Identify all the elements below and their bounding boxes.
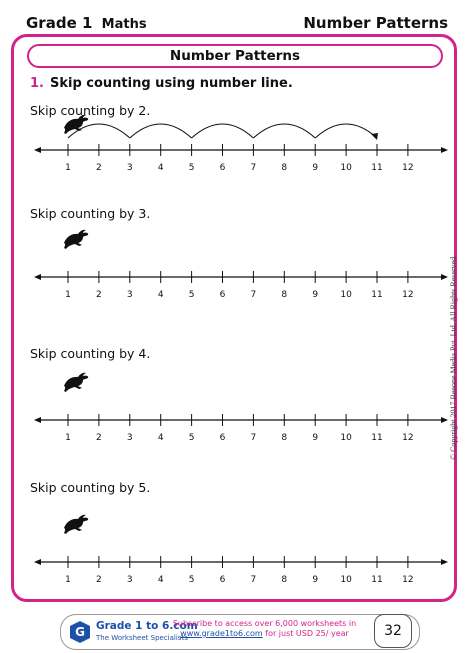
section-label-by-5: Skip counting by 5. bbox=[30, 480, 151, 495]
arrow-right-icon bbox=[441, 274, 448, 280]
question-number: 1. bbox=[30, 76, 44, 91]
tick-label: 10 bbox=[340, 290, 352, 300]
tick-label: 4 bbox=[157, 163, 164, 173]
section-label-by-3: Skip counting by 3. bbox=[30, 206, 151, 221]
rabbit-icon bbox=[64, 230, 88, 249]
tick-label: 10 bbox=[340, 575, 352, 585]
tick-label: 3 bbox=[126, 575, 133, 585]
tick-label: 6 bbox=[219, 575, 226, 585]
tick-label: 11 bbox=[371, 575, 383, 585]
tick-label: 5 bbox=[188, 575, 195, 585]
tick-label: 7 bbox=[250, 290, 257, 300]
tick-label: 5 bbox=[188, 290, 195, 300]
section-label-by-4: Skip counting by 4. bbox=[30, 346, 151, 361]
rabbit-icon bbox=[64, 373, 88, 392]
tick-label: 7 bbox=[250, 575, 257, 585]
footer-promo bbox=[162, 619, 367, 639]
tick-label: 8 bbox=[281, 290, 288, 300]
tick-label: 1 bbox=[65, 433, 71, 443]
hop-arrowhead-icon bbox=[371, 133, 378, 140]
tick-label: 1 bbox=[65, 163, 71, 173]
tick-label: 8 bbox=[281, 163, 288, 173]
tick-label: 9 bbox=[312, 433, 319, 443]
tick-label: 7 bbox=[250, 433, 257, 443]
promo-line-1: Subscribe to access over 6,000 worksheets in bbox=[172, 619, 357, 628]
tick-label: 4 bbox=[157, 575, 164, 585]
tick-label: 6 bbox=[219, 290, 226, 300]
number-line-by-2 bbox=[30, 112, 450, 192]
arrow-left-icon bbox=[34, 417, 41, 423]
tick-label: 5 bbox=[188, 433, 195, 443]
tick-label: 2 bbox=[96, 433, 102, 443]
tick-label: 5 bbox=[188, 163, 195, 173]
tick-label: 11 bbox=[371, 163, 383, 173]
tick-label: 8 bbox=[281, 433, 288, 443]
arrow-left-icon bbox=[34, 559, 41, 565]
number-line-by-3 bbox=[30, 227, 450, 307]
copyright-notice: © Copyright 2017 Beeone Media Pvt. Ltd. All Rights Reserved bbox=[449, 256, 458, 460]
hop-arc bbox=[130, 124, 192, 138]
promo-link[interactable]: www.grade1to6.com bbox=[180, 629, 263, 638]
tick-label: 4 bbox=[157, 290, 164, 300]
worksheet-title: Number Patterns bbox=[27, 44, 443, 68]
header-topic: Number Patterns bbox=[303, 14, 448, 32]
tick-label: 12 bbox=[402, 163, 414, 173]
page-number: 32 bbox=[374, 614, 412, 648]
arrow-right-icon bbox=[441, 147, 448, 153]
tick-label: 1 bbox=[65, 575, 71, 585]
question-text: Skip counting using number line. bbox=[49, 76, 293, 91]
rabbit-icon bbox=[64, 515, 88, 534]
tick-label: 7 bbox=[250, 163, 257, 173]
tick-label: 8 bbox=[281, 575, 288, 585]
hop-arc bbox=[253, 124, 315, 138]
subject-label: Maths bbox=[101, 17, 147, 32]
tick-label: 6 bbox=[219, 163, 226, 173]
tick-label: 3 bbox=[126, 433, 133, 443]
tick-label: 9 bbox=[312, 163, 319, 173]
tick-label: 2 bbox=[96, 163, 102, 173]
hop-arc bbox=[315, 124, 377, 138]
tick-label: 9 bbox=[312, 575, 319, 585]
tick-label: 12 bbox=[402, 290, 414, 300]
tick-label: 10 bbox=[340, 433, 352, 443]
tick-label: 12 bbox=[402, 575, 414, 585]
tick-label: 1 bbox=[65, 290, 71, 300]
number-line-by-5 bbox=[30, 512, 450, 592]
arrow-left-icon bbox=[34, 147, 41, 153]
tick-label: 4 bbox=[157, 433, 164, 443]
hop-arc bbox=[192, 124, 254, 138]
grade-label: Grade 1 bbox=[26, 14, 93, 32]
tick-label: 2 bbox=[96, 575, 102, 585]
tick-label: 2 bbox=[96, 290, 102, 300]
brand-logo-icon bbox=[68, 619, 92, 645]
promo-line-2: for just USD 25/ year bbox=[262, 629, 349, 638]
question-heading bbox=[30, 76, 293, 91]
tick-label: 3 bbox=[126, 163, 133, 173]
arrow-left-icon bbox=[34, 274, 41, 280]
tick-label: 10 bbox=[340, 163, 352, 173]
tick-label: 3 bbox=[126, 290, 133, 300]
footer-tagline: The Worksheet Specialists bbox=[96, 634, 188, 642]
tick-label: 12 bbox=[402, 433, 414, 443]
footer-brand[interactable]: Grade 1 to 6.com bbox=[96, 620, 198, 632]
tick-label: 11 bbox=[371, 290, 383, 300]
number-line-by-4 bbox=[30, 370, 450, 450]
arrow-right-icon bbox=[441, 417, 448, 423]
svg-text:G: G bbox=[75, 625, 85, 639]
tick-label: 11 bbox=[371, 433, 383, 443]
section-label-by-2: Skip counting by 2. bbox=[30, 103, 151, 118]
header-grade bbox=[26, 14, 147, 32]
arrow-right-icon bbox=[441, 559, 448, 565]
tick-label: 6 bbox=[219, 433, 226, 443]
tick-label: 9 bbox=[312, 290, 319, 300]
